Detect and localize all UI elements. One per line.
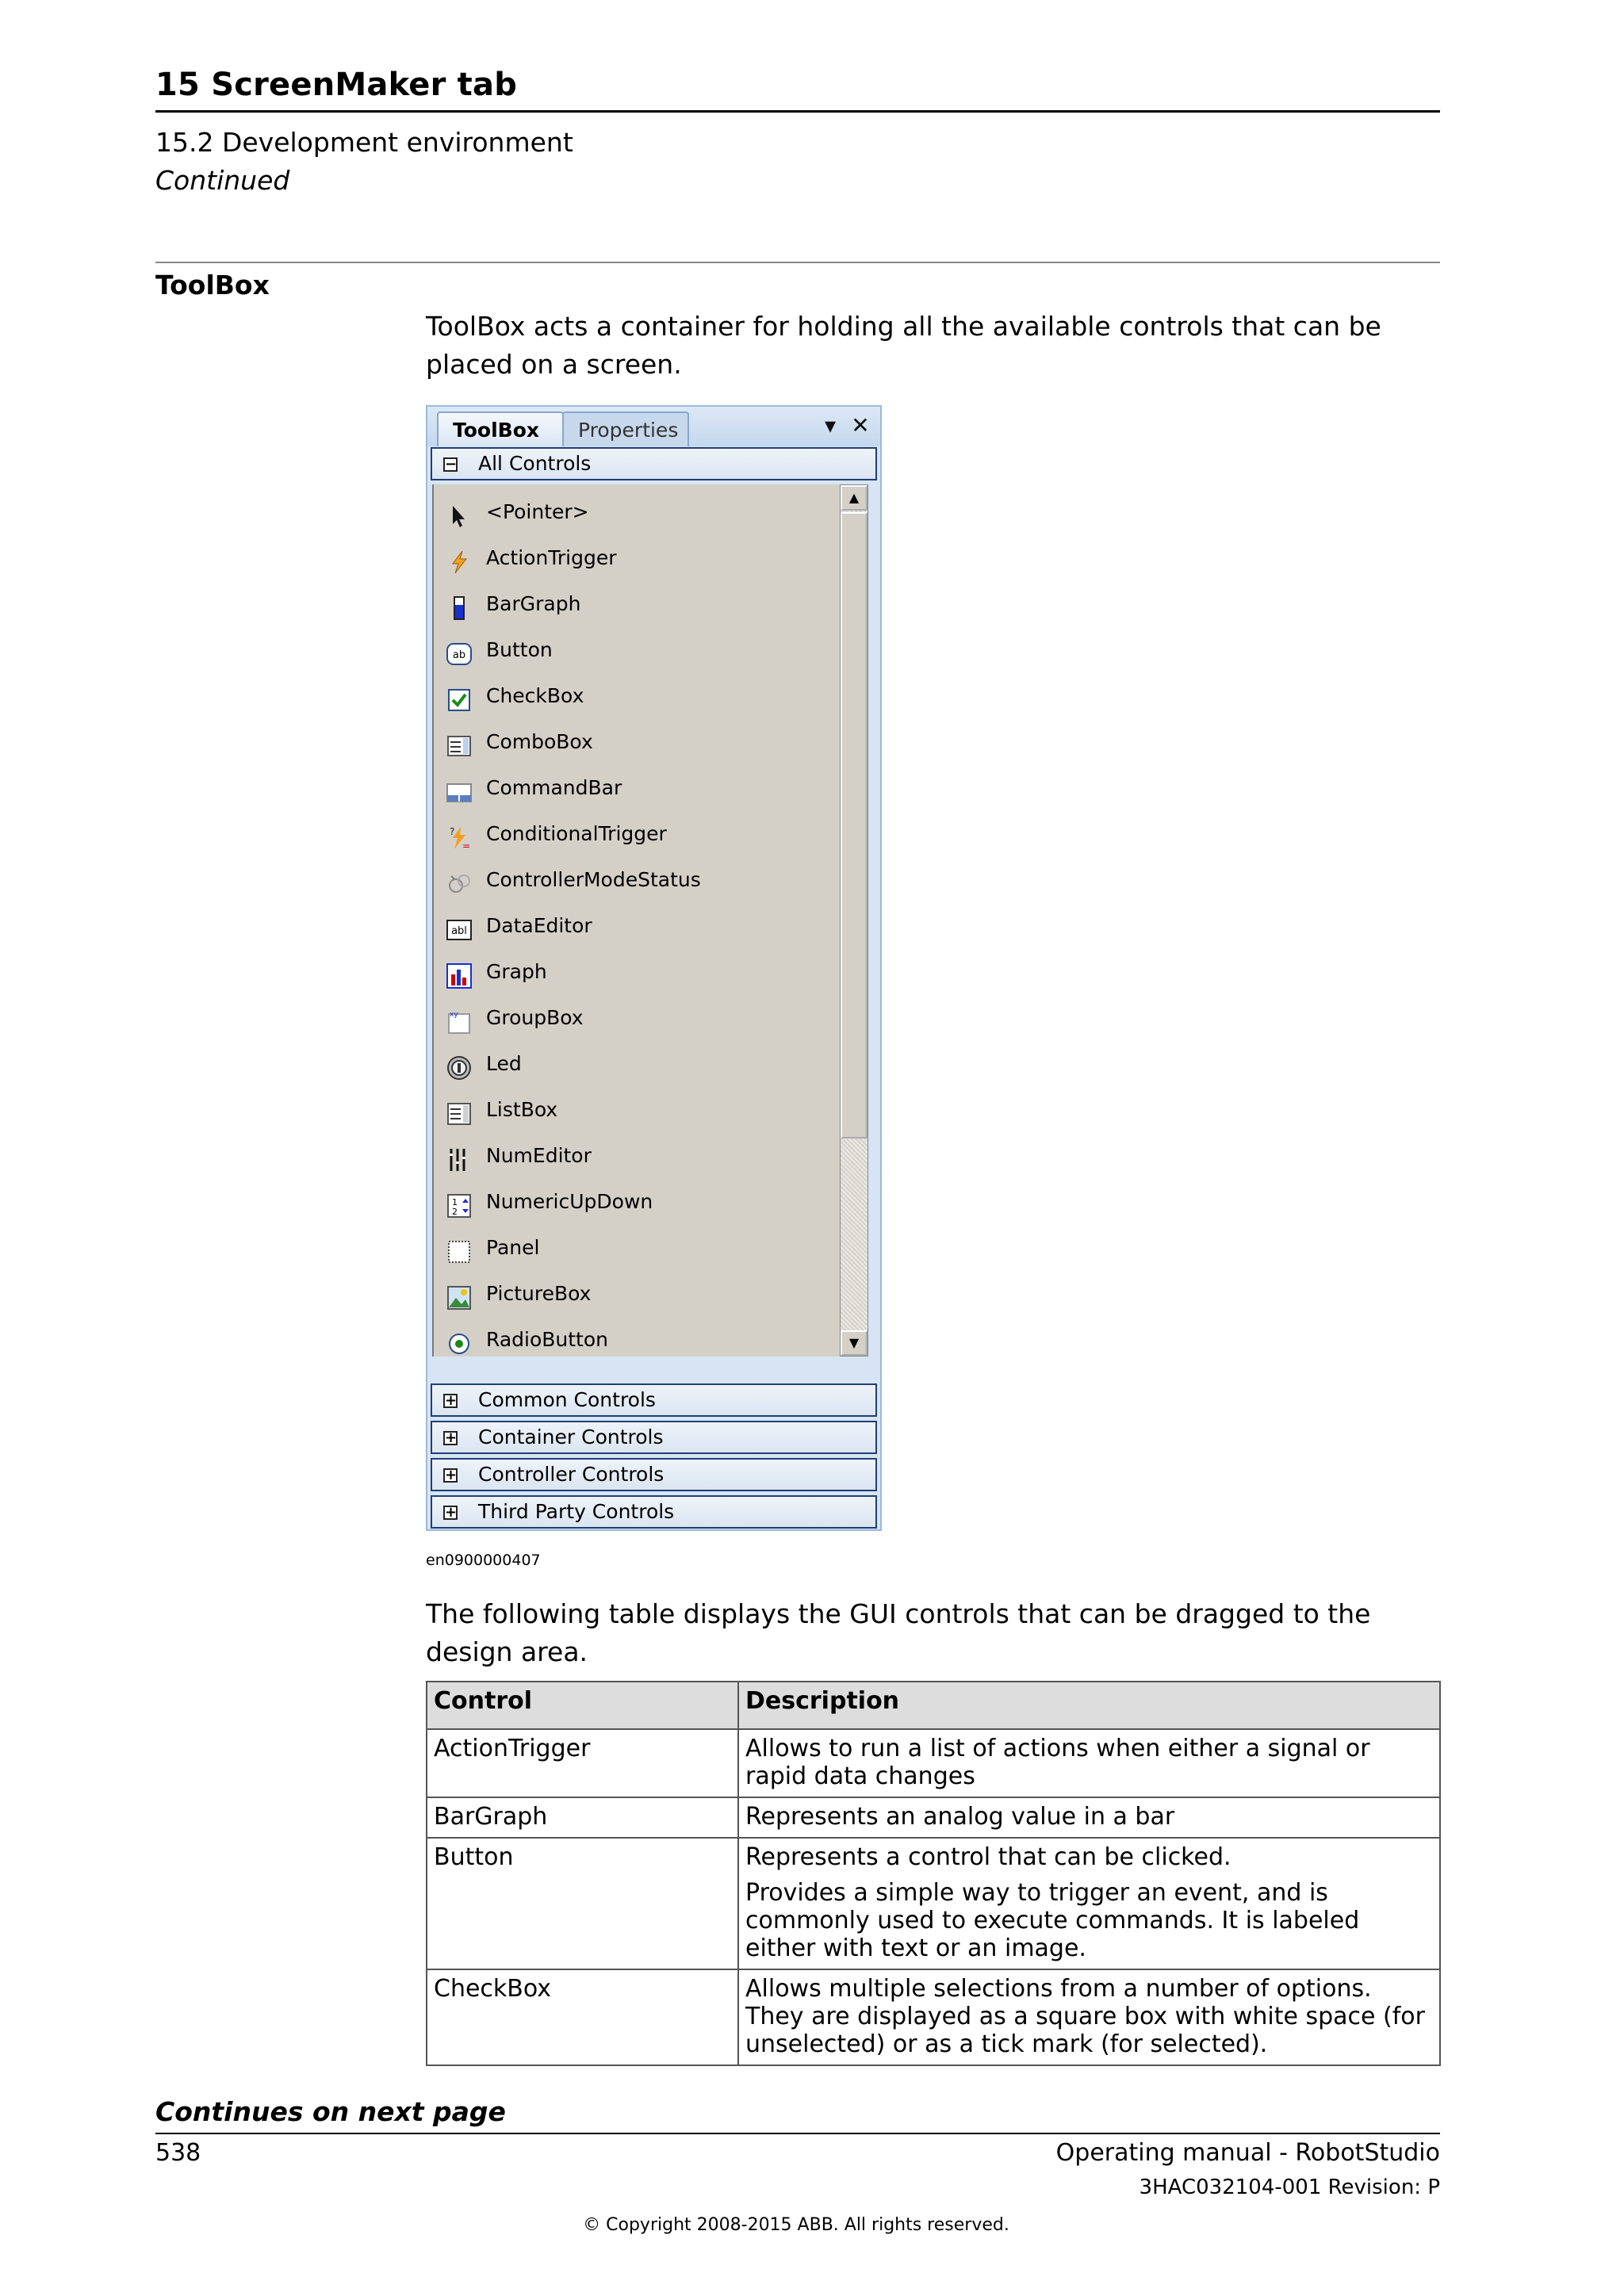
description-text: Represents a control that can be clicked. — [745, 1843, 1231, 1871]
tab-toolbox[interactable]: ToolBox — [437, 411, 564, 446]
section-rule — [155, 262, 1440, 263]
toolbox-item[interactable] — [442, 1179, 830, 1225]
controls-list — [432, 484, 840, 1357]
toolbox-item[interactable] — [442, 1133, 830, 1179]
scroll-down-icon[interactable]: ▼ — [841, 1330, 868, 1356]
graph-icon — [446, 959, 472, 985]
header-rule — [155, 110, 1440, 113]
document-id: 3HAC032104-001 Revision: P — [1139, 2175, 1440, 2199]
checkbox-icon — [446, 683, 472, 709]
pin-dropdown-icon[interactable]: ▾ — [824, 412, 837, 438]
close-icon[interactable]: ✕ — [851, 412, 870, 438]
scroll-up-icon[interactable]: ▲ — [841, 485, 868, 511]
commandbar-icon — [446, 775, 472, 801]
bargraph-icon — [446, 591, 472, 617]
toolbox-item-label: Graph — [486, 960, 547, 983]
svg-text:?: ? — [450, 826, 455, 837]
control-name: BarGraph — [427, 1797, 738, 1838]
table-row — [427, 1969, 1440, 2065]
control-description — [738, 1838, 1440, 1969]
group-container-controls[interactable] — [431, 1421, 877, 1454]
toolbox-item[interactable] — [442, 1317, 830, 1363]
button-icon — [446, 637, 472, 663]
toolbox-item-label: ComboBox — [486, 730, 593, 753]
toolbox-item[interactable] — [442, 489, 830, 535]
expand-icon[interactable]: + — [445, 1429, 458, 1446]
toolbox-item[interactable] — [442, 1087, 830, 1133]
toolbox-item[interactable] — [442, 857, 830, 903]
group-label: Common Controls — [478, 1388, 656, 1411]
column-header-description: Description — [738, 1682, 1440, 1729]
lightning-icon — [446, 545, 472, 571]
toolbox-item[interactable] — [442, 995, 830, 1041]
dataeditor-icon — [446, 913, 472, 939]
toolbox-item-label: DataEditor — [486, 914, 592, 937]
group-label: Third Party Controls — [478, 1500, 675, 1523]
toolbox-item-label: Button — [486, 638, 553, 661]
toolbox-item-label: ConditionalTrigger — [486, 822, 667, 845]
collapse-icon[interactable]: − — [445, 456, 458, 473]
toolbox-item[interactable] — [442, 535, 830, 581]
conditional-trigger-icon — [446, 821, 472, 851]
description-text: Allows multiple selections from a number of options. They are displayed as a square box with white space (for unselected) or as a tick mark (for selected). — [745, 1975, 1425, 2058]
control-name: Button — [427, 1838, 738, 1969]
control-description — [738, 1797, 1440, 1838]
control-name: CheckBox — [427, 1969, 738, 2065]
toolbox-item[interactable] — [442, 949, 830, 995]
toolbox-item-label: NumericUpDown — [486, 1190, 653, 1213]
copyright: © Copyright 2008-2015 ABB. All rights reserved. — [583, 2215, 1009, 2235]
column-header-control: Control — [427, 1682, 738, 1729]
group-all-controls[interactable] — [431, 447, 877, 480]
controller-mode-icon — [446, 867, 472, 893]
toolbox-item[interactable] — [442, 673, 830, 719]
footer-rule — [155, 2133, 1440, 2134]
toolbox-item-label: CheckBox — [486, 684, 584, 707]
toolbox-titlebar — [427, 407, 880, 446]
expand-icon[interactable]: + — [445, 1392, 458, 1409]
toolbox-item-label: ListBox — [486, 1098, 558, 1121]
description-text: Allows to run a list of actions when either a signal or rapid data changes — [745, 1735, 1370, 1790]
table-row — [427, 1797, 1440, 1838]
svg-text:abl: abl — [451, 925, 467, 937]
toolbox-item[interactable] — [442, 1271, 830, 1317]
numeric-updown-icon — [446, 1189, 472, 1215]
control-description — [738, 1969, 1440, 2065]
table-row — [427, 1729, 1440, 1797]
table-row — [427, 1838, 1440, 1969]
description-text: Represents an analog value in a bar — [745, 1803, 1175, 1831]
chapter-title: 15 ScreenMaker tab — [155, 67, 518, 103]
toolbox-item-label: Led — [486, 1052, 522, 1075]
toolbox-panel — [426, 405, 882, 1531]
manual-title: Operating manual - RobotStudio — [1055, 2139, 1440, 2167]
picturebox-icon — [446, 1281, 472, 1307]
toolbox-item[interactable] — [442, 765, 830, 811]
toolbox-item[interactable] — [442, 811, 830, 857]
toolbox-intro: ToolBox acts a container for holding all the available controls that can be placed on a screen. — [426, 311, 1381, 380]
toolbox-item-label: BarGraph — [486, 592, 581, 615]
svg-text:1: 1 — [452, 1197, 458, 1207]
toolbox-item[interactable] — [442, 903, 830, 949]
table-intro: The following table displays the GUI controls that can be dragged to the design area. — [426, 1598, 1371, 1667]
numeditor-icon — [446, 1143, 472, 1169]
figure-id: en0900000407 — [426, 1552, 541, 1569]
toolbox-item[interactable] — [442, 719, 830, 765]
svg-text:xy: xy — [450, 1011, 458, 1019]
expand-icon[interactable]: + — [445, 1467, 458, 1483]
groupbox-icon — [446, 1005, 472, 1031]
toolbox-item[interactable] — [442, 1225, 830, 1271]
group-label: Container Controls — [478, 1425, 664, 1448]
group-common-controls[interactable] — [431, 1383, 877, 1417]
description-text: Provides a simple way to trigger an event, and is commonly used to execute commands. It is labeled either with text or an image. — [745, 1879, 1360, 1962]
radiobutton-icon — [446, 1327, 472, 1353]
svg-text:=: = — [462, 840, 471, 851]
toolbox-item-label: ActionTrigger — [486, 546, 617, 569]
toolbox-item-label: <Pointer> — [486, 500, 589, 523]
combobox-icon — [446, 729, 472, 755]
toolbox-item-label: GroupBox — [486, 1006, 584, 1029]
table-header-row — [427, 1682, 1440, 1729]
toolbox-item-label: NumEditor — [486, 1144, 592, 1167]
section-title: 15.2 Development environment — [155, 127, 573, 158]
page-number: 538 — [155, 2139, 201, 2167]
toolbox-item-label: CommandBar — [486, 776, 622, 799]
group-controller-controls[interactable] — [431, 1458, 877, 1491]
group-label: All Controls — [478, 452, 592, 475]
toolbox-heading: ToolBox — [155, 270, 270, 300]
continued-label: Continued — [155, 165, 290, 196]
expand-icon[interactable]: + — [445, 1504, 458, 1521]
panel-icon — [446, 1235, 472, 1261]
svg-text:ab: ab — [452, 649, 466, 661]
group-label: Controller Controls — [478, 1463, 665, 1486]
listbox-icon — [446, 1097, 472, 1123]
controls-table — [426, 1681, 1441, 2066]
toolbox-item-label: RadioButton — [486, 1328, 608, 1351]
toolbox-item-label: ControllerModeStatus — [486, 868, 701, 891]
control-description — [738, 1729, 1440, 1797]
scroll-thumb[interactable] — [841, 512, 868, 1138]
led-icon — [446, 1051, 472, 1077]
toolbox-item-label: Panel — [486, 1236, 540, 1259]
svg-text:2: 2 — [452, 1207, 458, 1217]
toolbox-item[interactable] — [442, 627, 830, 673]
continues-next-page: Continues on next page — [155, 2096, 506, 2127]
toolbox-item[interactable] — [442, 581, 830, 627]
list-scrollbar[interactable] — [840, 484, 868, 1357]
toolbox-item-label: PictureBox — [486, 1282, 592, 1305]
control-name: ActionTrigger — [427, 1729, 738, 1797]
pointer-icon — [446, 499, 472, 525]
tab-properties[interactable]: Properties — [562, 411, 689, 446]
group-third-party-controls[interactable] — [431, 1495, 877, 1529]
toolbox-item[interactable] — [442, 1041, 830, 1087]
